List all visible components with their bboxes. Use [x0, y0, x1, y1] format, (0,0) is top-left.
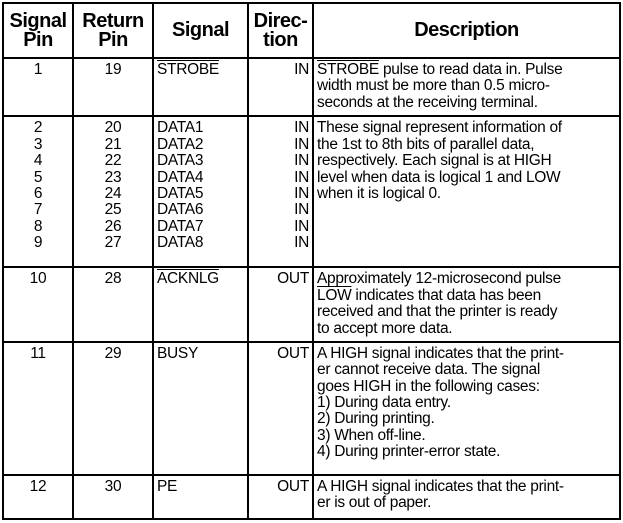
description-cell: [313, 475, 620, 519]
return-pin-cell: [73, 342, 153, 475]
description-text: er cannot receive data. The signal: [317, 361, 541, 379]
return-pin-cell: [73, 267, 153, 341]
description-line: [317, 137, 616, 153]
return-pin-number: 25: [104, 201, 122, 219]
description-text: respectively. Each signal is at HIGH: [317, 152, 552, 170]
description-text: the 1st to 8th bits of parallel data,: [317, 135, 535, 153]
return-pin-number: 24: [104, 185, 122, 202]
description-line: [317, 362, 616, 378]
signal-pin-number: 5: [33, 168, 43, 186]
description-line: [317, 428, 616, 444]
description-line: [317, 78, 616, 94]
header-signal: Signal: [153, 3, 248, 58]
direction-value: IN: [294, 119, 309, 137]
direction-cell: [248, 475, 313, 519]
signal-name: DATA7: [157, 217, 204, 235]
description-text: A HIGH signal indicates that the print-: [317, 344, 564, 362]
description-text: 4) During printer-error state.: [317, 443, 501, 461]
signal-pin-cell: [3, 342, 73, 475]
description-text: A HIGH signal indicates that the print-: [317, 477, 564, 495]
description-text: seconds at the receiving terminal.: [317, 93, 538, 111]
return-pin-number: 19: [104, 61, 122, 78]
signal-pin-number: 12: [29, 477, 47, 495]
description-line: [317, 444, 616, 460]
signal-name-cell: [153, 58, 248, 116]
return-pin-cell: [73, 58, 153, 116]
description-text: 2) During printing.: [317, 410, 435, 428]
description-text: 3) When off-line.: [317, 426, 426, 444]
header-direction: Direc- tion: [248, 3, 313, 58]
description-cell: [313, 116, 620, 267]
description-line: [317, 271, 616, 287]
overlined-signal-term: $\overline{LOW}$: [317, 286, 352, 304]
signal-pin-number: 9: [33, 234, 43, 252]
return-pin-number: 21: [104, 135, 122, 153]
signal-name-cell: [153, 475, 248, 519]
description-text: width must be more than 0.5 micro-: [317, 77, 550, 95]
table-body: [3, 58, 620, 519]
direction-value: IN: [294, 135, 309, 153]
signal-name: DATA1: [157, 119, 204, 137]
description-text: when it is logical 0.: [317, 185, 441, 202]
signal-pin-cell: [3, 116, 73, 267]
return-pin-number: 22: [104, 152, 122, 170]
table-row: [3, 116, 620, 267]
direction-value: IN: [294, 168, 309, 186]
direction-value: IN: [294, 185, 309, 202]
return-pin-number: 27: [104, 234, 122, 252]
signal-pin-number: 8: [33, 217, 43, 235]
signal-name: STROBE: [157, 61, 219, 78]
overlined-signal-term: STROBE: [317, 61, 379, 78]
description-line: [317, 411, 616, 427]
table-row: [3, 342, 620, 475]
signal-pin-table: [2, 2, 621, 520]
signal-pin-number: 4: [33, 152, 43, 170]
description-text: These signal represent information of: [317, 119, 562, 137]
direction-value: OUT: [277, 344, 309, 362]
direction-cell: [248, 267, 313, 341]
direction-cell: [248, 342, 313, 475]
header-row: [3, 3, 620, 58]
return-pin-cell: [73, 475, 153, 519]
signal-pin-number: 2: [33, 119, 43, 137]
signal-name-cell: [153, 267, 248, 341]
description-text: goes HIGH in the following cases:: [317, 377, 540, 395]
table-row: [3, 475, 620, 519]
direction-value: IN: [294, 152, 309, 170]
description-line: [317, 170, 616, 186]
description-text: indicates that data has been: [351, 286, 541, 304]
direction-cell: [248, 116, 313, 267]
signal-pin-number: 1: [33, 61, 43, 78]
direction-value: OUT: [277, 270, 309, 288]
return-pin-number: 28: [104, 270, 122, 288]
return-pin-number: 30: [104, 477, 122, 495]
description-line: [317, 395, 616, 411]
return-pin-number: 26: [104, 217, 122, 235]
direction-value: IN: [294, 217, 309, 235]
signal-pin-number: 3: [33, 135, 43, 153]
signal-name-cell: [153, 342, 248, 475]
description-text: er is out of paper.: [317, 494, 432, 512]
header-signal-pin: Signal Pin: [3, 3, 73, 58]
signal-name: DATA3: [157, 152, 204, 170]
signal-pin-number: 6: [33, 185, 43, 202]
signal-pin-number: 7: [33, 201, 43, 219]
description-line: [317, 120, 616, 136]
description-text: to accept more data.: [317, 319, 453, 337]
description-line: [317, 95, 616, 111]
signal-name: DATA4: [157, 168, 204, 186]
header-description: Description: [313, 3, 620, 58]
signal-name: DATA8: [157, 234, 204, 252]
table-row: [3, 58, 620, 116]
description-line: [317, 321, 616, 337]
description-line: [317, 288, 616, 304]
table-row: [3, 267, 620, 341]
description-text: received and that the printer is ready: [317, 303, 558, 321]
direction-value: IN: [294, 201, 309, 219]
description-line: [317, 379, 616, 395]
signal-name: PE: [157, 477, 178, 495]
signal-pin-number: 10: [29, 270, 47, 288]
signal-pin-cell: [3, 58, 73, 116]
signal-name-cell: [153, 116, 248, 267]
signal-name: BUSY: [157, 344, 199, 362]
description-line: [317, 62, 616, 78]
signal-name: ACKNLG: [157, 270, 219, 288]
description-text: level when data is logical 1 and LOW: [317, 168, 561, 186]
return-pin-number: 29: [104, 344, 122, 362]
description-line: [317, 479, 616, 495]
return-pin-cell: [73, 116, 153, 267]
signal-pin-cell: [3, 475, 73, 519]
description-cell: [313, 267, 620, 341]
description-line: [317, 495, 616, 511]
direction-cell: [248, 58, 313, 116]
header-return-pin: Return Pin: [73, 3, 153, 58]
direction-value: IN: [294, 234, 309, 252]
signal-name: DATA5: [157, 185, 204, 202]
signal-pin-number: 11: [30, 344, 46, 362]
description-line: [317, 186, 616, 202]
signal-pin-cell: [3, 267, 73, 341]
description-text: 1) During data entry.: [317, 394, 451, 412]
return-pin-number: 20: [104, 119, 122, 137]
description-text: Approximately 12-microsecond pulse: [317, 270, 561, 288]
description-cell: [313, 58, 620, 116]
direction-value: IN: [294, 61, 309, 78]
signal-name: DATA2: [157, 135, 204, 153]
description-cell: [313, 342, 620, 475]
description-line: [317, 346, 616, 362]
return-pin-number: 23: [104, 168, 122, 186]
description-line: [317, 153, 616, 169]
signal-name: DATA6: [157, 201, 204, 219]
description-line: [317, 304, 616, 320]
direction-value: OUT: [277, 477, 309, 495]
description-text: pulse to read data in. Pulse: [378, 61, 563, 78]
